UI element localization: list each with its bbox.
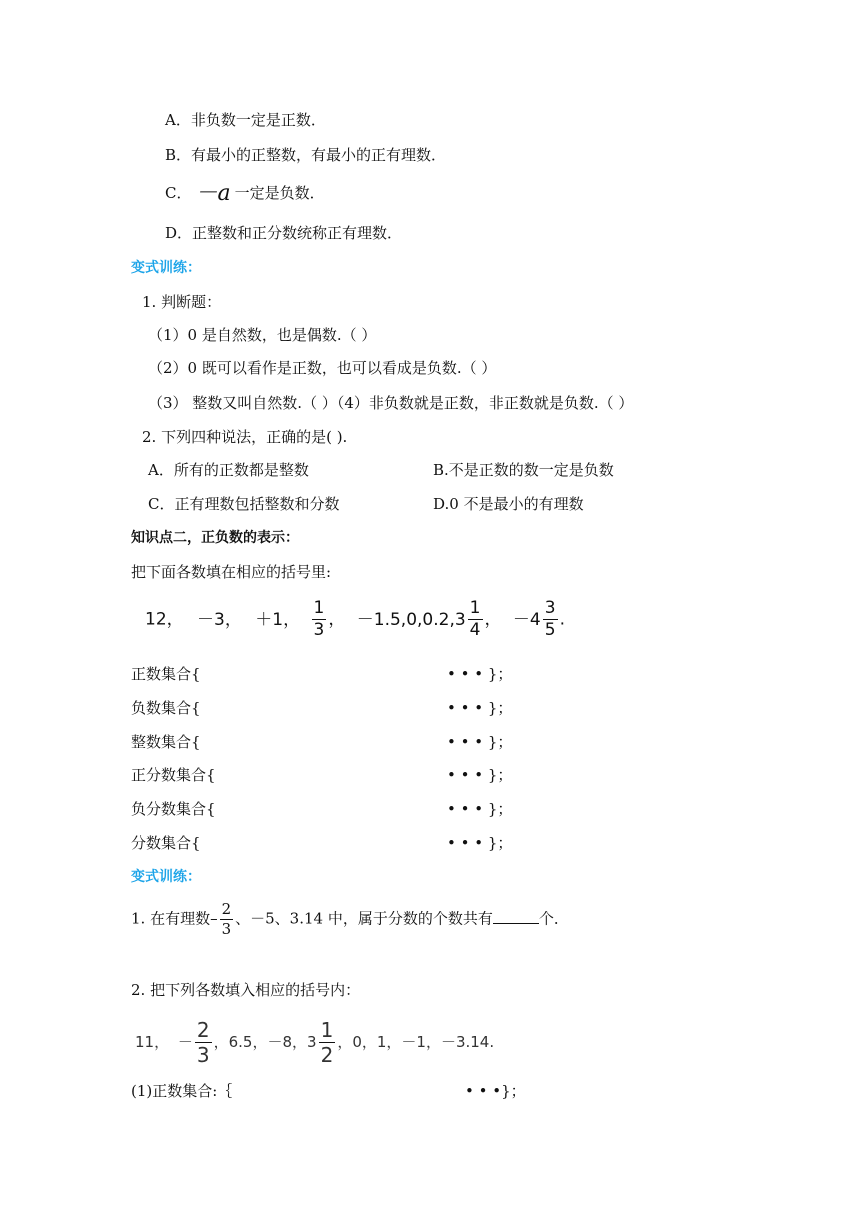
option-c-variable: －a <box>195 181 231 206</box>
option-a: A．非负数一定是正数． <box>165 111 326 129</box>
practice-heading-2: 变式训练： <box>131 869 201 885</box>
number-sequence: －1.5,0,0.2,3 <box>356 609 466 630</box>
number-11: 11， <box>135 1033 170 1051</box>
minus-sign: － <box>177 1033 193 1051</box>
set-integer-end: • • • }； <box>447 733 513 751</box>
option-c <box>165 183 325 204</box>
practice2-q1-middle: 、－5、3.14 中，属于分数的个数共有 <box>235 909 493 928</box>
set-negative-fraction-end: • • • }； <box>447 800 513 818</box>
set-positive-label: 正数集合{ <box>131 665 201 683</box>
number-neg3: －3， <box>197 609 242 630</box>
fraction-one-half-large: $\frac{1}{2}$ <box>320 1018 334 1067</box>
practice1-q2-option-c: C．正有理数包括整数和分数 <box>148 495 340 513</box>
practice2-q1-prefix: 1. 在有理数 <box>131 909 211 928</box>
set-negative-label: 负数集合{ <box>131 699 201 717</box>
option-c-suffix: 一定是负数． <box>234 184 325 202</box>
practice2-set1-end: • • •}； <box>465 1082 526 1100</box>
option-d: D．正整数和正分数统称正有理数． <box>165 224 403 242</box>
practice1-q2-title: 2. 下列四种说法，正确的是( ). <box>142 428 348 446</box>
fraction-two-thirds-large: $\frac{2}{3}$ <box>196 1018 210 1067</box>
set-integer-label: 整数集合{ <box>131 733 201 751</box>
practice2-q2-title: 2. 把下列各数填入相应的括号内： <box>131 981 361 999</box>
set-positive-fraction-end: • • • }； <box>447 766 513 784</box>
period: . <box>559 609 565 630</box>
practice1-q2-option-b: B.不是正数的数一定是负数 <box>433 461 614 479</box>
number-sequence-3: ，0，1，－1，－3.14. <box>337 1033 495 1051</box>
section2-instruction: 把下面各数填在相应的括号里: <box>131 563 332 581</box>
fraction-three-fifths: $\frac{3}{5}$ <box>544 598 556 640</box>
section2-heading: 知识点二，正负数的表示： <box>131 530 299 546</box>
fraction-two-thirds: $\frac{2}{3}$ <box>221 900 232 938</box>
practice2-q1-suffix: 个． <box>538 909 569 928</box>
set-fraction-end: • • • }； <box>447 834 513 852</box>
comma: ， <box>328 609 346 630</box>
number-sequence-2: ，6.5，－8，3 <box>213 1033 317 1051</box>
practice2-set1-label: (1)正数集合:｛ <box>131 1082 233 1100</box>
set-positive-end: • • • }； <box>447 665 513 683</box>
practice2-q1 <box>131 902 569 937</box>
fraction-one-third: $\frac{1}{3}$ <box>313 598 325 640</box>
set-negative-fraction-label: 负分数集合{ <box>131 800 216 818</box>
minus-sign: – <box>210 909 218 928</box>
practice1-q2-option-a: A．所有的正数都是整数 <box>148 461 309 479</box>
option-c-prefix: C． <box>165 184 192 202</box>
practice2-number-list <box>135 1020 494 1065</box>
number-neg4: －4 <box>512 609 541 630</box>
set-negative-end: • • • }； <box>447 699 513 717</box>
set-fraction-label: 分数集合{ <box>131 834 201 852</box>
comma: ， <box>484 609 502 630</box>
practice1-q1-item3: （3） 整数又叫自然数.（ ）（4）非负数就是正数，非正数就是负数.（ ） <box>148 394 634 412</box>
set-positive-fraction-label: 正分数集合{ <box>131 766 216 784</box>
answer-blank[interactable] <box>493 909 539 924</box>
practice1-q1-item1: （1）0 是自然数，也是偶数.（ ） <box>148 326 377 344</box>
practice1-q2-option-d: D.0 不是最小的有理数 <box>433 495 584 513</box>
fraction-one-quarter: $\frac{1}{4}$ <box>469 598 481 640</box>
option-b: B．有最小的正整数，有最小的正有理数． <box>165 146 447 164</box>
number-12: 12， <box>145 609 184 630</box>
practice-heading-1: 变式训练： <box>131 260 201 276</box>
practice1-q1-title: 1. 判断题： <box>142 293 222 311</box>
practice1-q1-item2: （2）0 既可以看作是正数，也可以看成是负数.（ ） <box>148 359 497 377</box>
section2-number-list <box>145 600 565 639</box>
number-plus1: ＋1， <box>255 609 301 630</box>
